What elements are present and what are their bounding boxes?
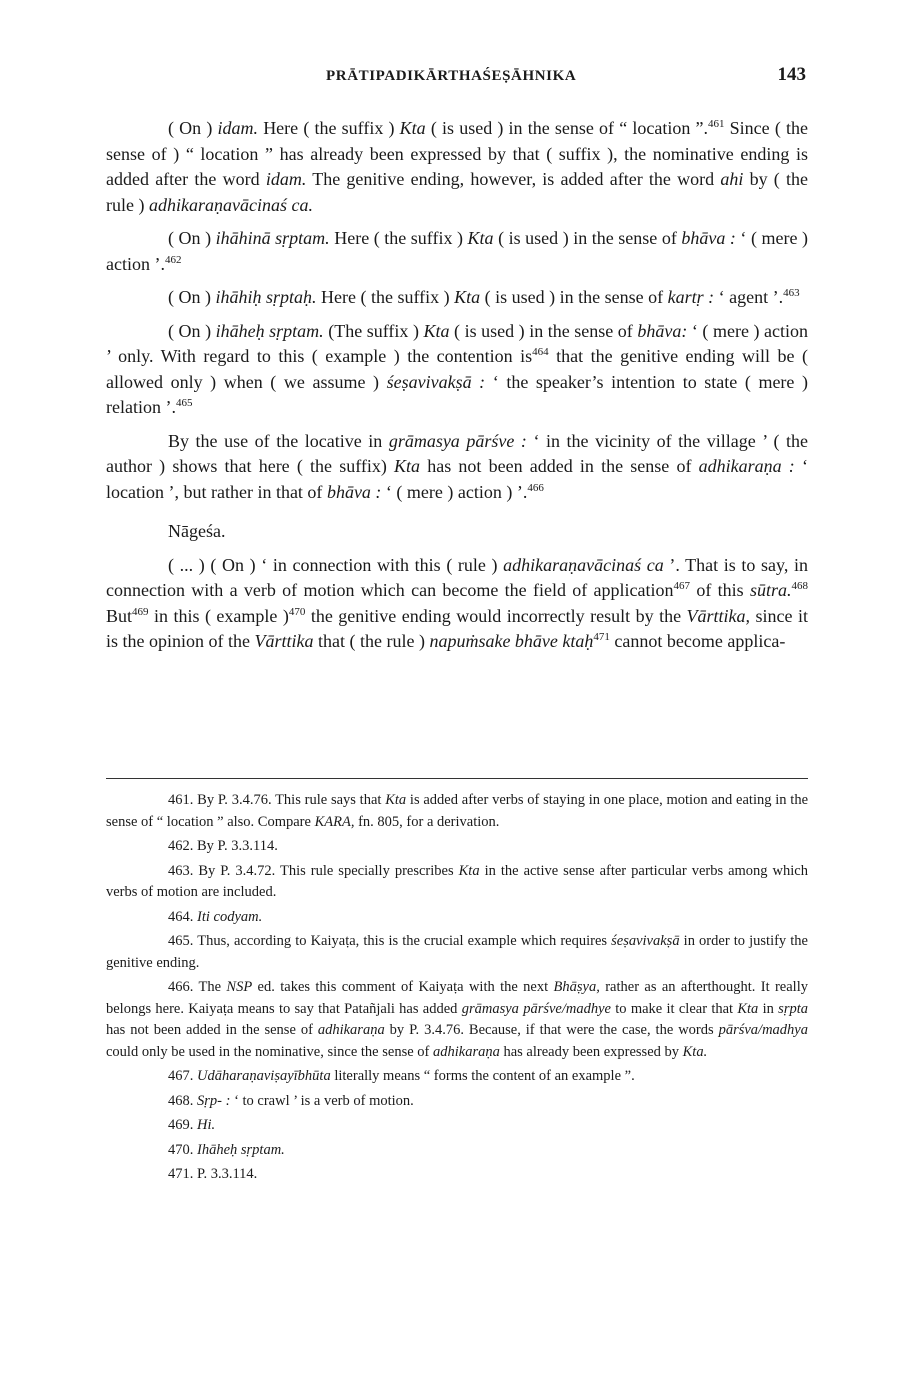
italic-term: Vārttika, <box>686 605 751 626</box>
text-run: By P. 3.4.72. This rule specially prescribes <box>198 862 459 879</box>
text-run: of this <box>690 580 750 600</box>
footnote-ref: 468 <box>791 580 808 592</box>
footnote <box>106 977 808 1063</box>
footnote-number: 471. <box>168 1166 197 1182</box>
text-run: The <box>198 979 227 995</box>
text-run: ed. takes this comment of Kaiyaṭa with the next <box>252 979 554 995</box>
text-run: has already been expressed by <box>499 1043 683 1060</box>
italic-term: adhikaraṇa <box>432 1043 500 1060</box>
text-run: ‘ in the vicinity of the village ’ ( the author ) shows that here ( the suffix) <box>106 430 809 476</box>
text-run: ‘ to crawl ’ is a verb of motion. <box>230 1092 414 1109</box>
text-run: Nāgeśa. <box>168 521 226 541</box>
italic-term: Kta <box>458 862 480 879</box>
text-run: has not been added in the sense of <box>420 456 699 476</box>
text-run: cannot become applica- <box>609 631 786 651</box>
footnote-number: 468. <box>168 1092 197 1109</box>
footnote <box>106 1164 808 1186</box>
footnote-ref: 461 <box>708 118 725 130</box>
italic-term: kartṛ : <box>667 287 715 307</box>
text-run: By P. 3.3.114. <box>197 838 278 854</box>
text-run: by P. 3.4.76. Because, if that were the case, the words <box>384 1022 719 1038</box>
paragraph-1 <box>106 116 808 218</box>
footnote <box>106 931 808 974</box>
footnote <box>106 1115 808 1137</box>
italic-term: Udāharaṇaviṣayībhūta <box>197 1068 331 1084</box>
text-run: has not been added in the sense of <box>106 1022 318 1038</box>
italic-term: adhikaraṇa <box>317 1022 385 1038</box>
italic-term: Kta. <box>682 1043 708 1060</box>
italic-term: ihāhinā sṛptam. <box>215 228 330 248</box>
text-run: ( is used ) in the sense of <box>493 228 682 248</box>
footnotes <box>106 790 808 1189</box>
footnote-number: 461. <box>168 792 198 808</box>
footnote-ref: 470 <box>288 605 306 618</box>
text-run: the genitive ending would incorrectly result by the <box>305 605 687 626</box>
footnote <box>106 907 808 929</box>
italic-term: grāmasya pārśve : <box>388 430 527 451</box>
text-run: ’. That is to say, in connection with a verb of motion which can become the field of application <box>106 554 808 600</box>
footnote <box>106 1140 808 1162</box>
paragraph-4 <box>106 319 808 421</box>
footnote <box>106 861 808 904</box>
italic-term: Ihāheḥ sṛptam. <box>197 1141 285 1158</box>
text-run: ( On ) <box>168 118 218 138</box>
text-run: could only be used in the nominative, since the sense of <box>106 1043 433 1060</box>
text-run: fn. 805, for a derivation. <box>354 813 500 830</box>
page-number: 143 <box>777 64 806 85</box>
text-run: to make it clear that <box>610 1000 738 1017</box>
text-run: ‘ ( mere ) action ) ’. <box>381 481 528 502</box>
italic-term: Kta <box>454 287 481 307</box>
italic-term: śeṣavivakṣā : <box>386 371 486 392</box>
italic-term: Kta <box>385 792 407 808</box>
footnote-ref: 464 <box>532 346 549 358</box>
text-run: ‘ location ’, but rather in that of <box>106 456 808 502</box>
body-text <box>106 116 808 663</box>
text-run: Since ( the sense of ) “ location ” has already been expressed by that ( suffix ), the nominative ending is added after the word <box>106 118 808 189</box>
text-run: ( ... ) ( On ) ‘ in connection with this ( rule ) <box>168 554 504 575</box>
italic-term: Sṛp- : <box>197 1092 231 1109</box>
italic-term: pārśva/madhya <box>718 1022 808 1038</box>
footnote-number: 463. <box>168 862 199 879</box>
text-run: ( On ) <box>168 320 216 341</box>
text-run: ‘ the speaker’s intention to state ( mere ) relation ’. <box>106 371 808 417</box>
italic-term: bhāva: <box>637 320 688 341</box>
italic-term: ahi <box>720 169 744 189</box>
text-run: Here ( the suffix ) <box>258 118 400 138</box>
footnote-number: 470. <box>168 1141 197 1158</box>
text-run: in this ( example ) <box>148 605 289 626</box>
italic-term: idam. <box>265 169 307 189</box>
italic-term: bhāva : <box>326 481 382 502</box>
footnote-divider <box>106 778 808 779</box>
italic-term: KARA, <box>314 813 355 830</box>
paragraph-7 <box>106 553 808 655</box>
italic-term: śeṣavivakṣā <box>611 933 680 949</box>
italic-term: adhikaraṇavācinaś ca <box>503 554 664 575</box>
italic-term: sṛpta <box>778 1000 808 1017</box>
text-run: By P. 3.4.76. This rule says that <box>197 792 386 808</box>
italic-term: Kta <box>467 228 494 248</box>
text-run: literally means “ forms the content of an example ”. <box>330 1068 635 1084</box>
italic-term: grāmasya pārśve/madhye <box>461 1000 611 1017</box>
paragraph-5 <box>106 429 808 506</box>
footnote-number: 469. <box>168 1117 197 1133</box>
text-run: in the active sense after particular verbs among which verbs of motion are included. <box>106 862 808 900</box>
italic-term: Iti codyam. <box>197 908 263 925</box>
text-run: ( is used ) in the sense of “ location ”. <box>425 118 708 138</box>
text-run: ‘ agent ’. <box>714 287 784 307</box>
text-run: by ( the rule ) <box>106 169 808 215</box>
italic-term: ihāhiḥ sṛptaḥ. <box>215 287 317 307</box>
text-run: since it is the opinion of the <box>106 605 808 651</box>
footnote-ref: 469 <box>132 605 149 618</box>
text-run: The genitive ending, however, is added after the word <box>306 169 721 189</box>
italic-term: Vārttika <box>254 631 314 651</box>
text-run: ( is used ) in the sense of <box>480 287 668 307</box>
running-title: PRĀTIPADIKĀRTHAŚEṢĀHNIKA <box>326 68 577 84</box>
text-run: But <box>106 605 133 626</box>
footnote-ref: 466 <box>527 481 544 494</box>
footnote <box>106 1066 808 1088</box>
text-run: ( On ) <box>168 228 216 248</box>
italic-term: adhikaraṇavācinaś ca. <box>148 194 313 215</box>
text-run: By the use of the locative in <box>168 430 389 451</box>
text-run: ( is used ) in the sense of <box>449 320 638 341</box>
text-run: in <box>758 1000 779 1017</box>
italic-term: Bhāṣya, <box>553 979 600 995</box>
text-run: Here ( the suffix ) <box>316 287 455 307</box>
text-run: (The suffix ) <box>323 320 424 341</box>
footnote-ref: 471 <box>593 631 610 643</box>
footnote <box>106 836 808 858</box>
italic-term: bhāva : <box>681 228 736 248</box>
running-head <box>106 66 806 92</box>
italic-term: ihāheḥ sṛptam. <box>215 320 324 341</box>
text-run: Thus, according to Kaiyaṭa, this is the crucial example which requires <box>197 933 612 949</box>
text-run: ‘ ( mere ) action ’. <box>106 228 809 274</box>
italic-term: adhikaraṇa : <box>698 456 795 476</box>
italic-term: Hi. <box>197 1117 216 1133</box>
italic-term: Kta <box>737 1000 759 1017</box>
text-run: Here ( the suffix ) <box>329 228 468 248</box>
italic-term: Kta <box>394 456 421 476</box>
italic-term: sūtra. <box>749 580 792 600</box>
paragraph-2 <box>106 226 808 277</box>
text-run: that the genitive ending will be ( allowed only ) when ( we assume ) <box>106 346 808 392</box>
footnote-number: 462. <box>168 838 197 854</box>
italic-term: idam. <box>217 118 259 138</box>
footnote-ref: 467 <box>673 580 691 592</box>
text-run: ( On ) <box>168 287 216 307</box>
footnote-number: 464. <box>168 908 197 925</box>
footnote-number: 465. <box>168 933 198 949</box>
footnote <box>106 1091 808 1113</box>
section-author-nagesa <box>106 519 808 545</box>
footnote-number: 467. <box>168 1068 197 1084</box>
footnote-ref: 462 <box>164 253 182 266</box>
text-run: rather as an afterthought. It really belongs here. Kaiyaṭa means to say that Patañjali has added <box>106 979 808 1017</box>
footnote <box>106 790 808 833</box>
footnote-ref: 463 <box>783 287 800 299</box>
text-run: P. 3.3.114. <box>197 1166 258 1182</box>
footnote-number: 466. <box>168 979 199 995</box>
italic-term: Kta <box>399 118 426 138</box>
text-run: ‘ ( mere ) action ’ only. With regard to this ( example ) the contention is <box>106 320 808 366</box>
text-run: that ( the rule ) <box>313 631 430 651</box>
italic-term: NSP <box>226 979 253 995</box>
paragraph-3 <box>106 285 808 311</box>
text-run: is added after verbs of staying in one place, motion and eating in the sense of “ location ” also. Compare <box>106 792 809 830</box>
italic-term: napuṁsake bhāve ktaḥ <box>429 631 594 651</box>
italic-term: Kta <box>423 320 450 341</box>
text-run: in order to justify the genitive ending. <box>106 933 808 971</box>
footnote-ref: 465 <box>175 397 193 409</box>
